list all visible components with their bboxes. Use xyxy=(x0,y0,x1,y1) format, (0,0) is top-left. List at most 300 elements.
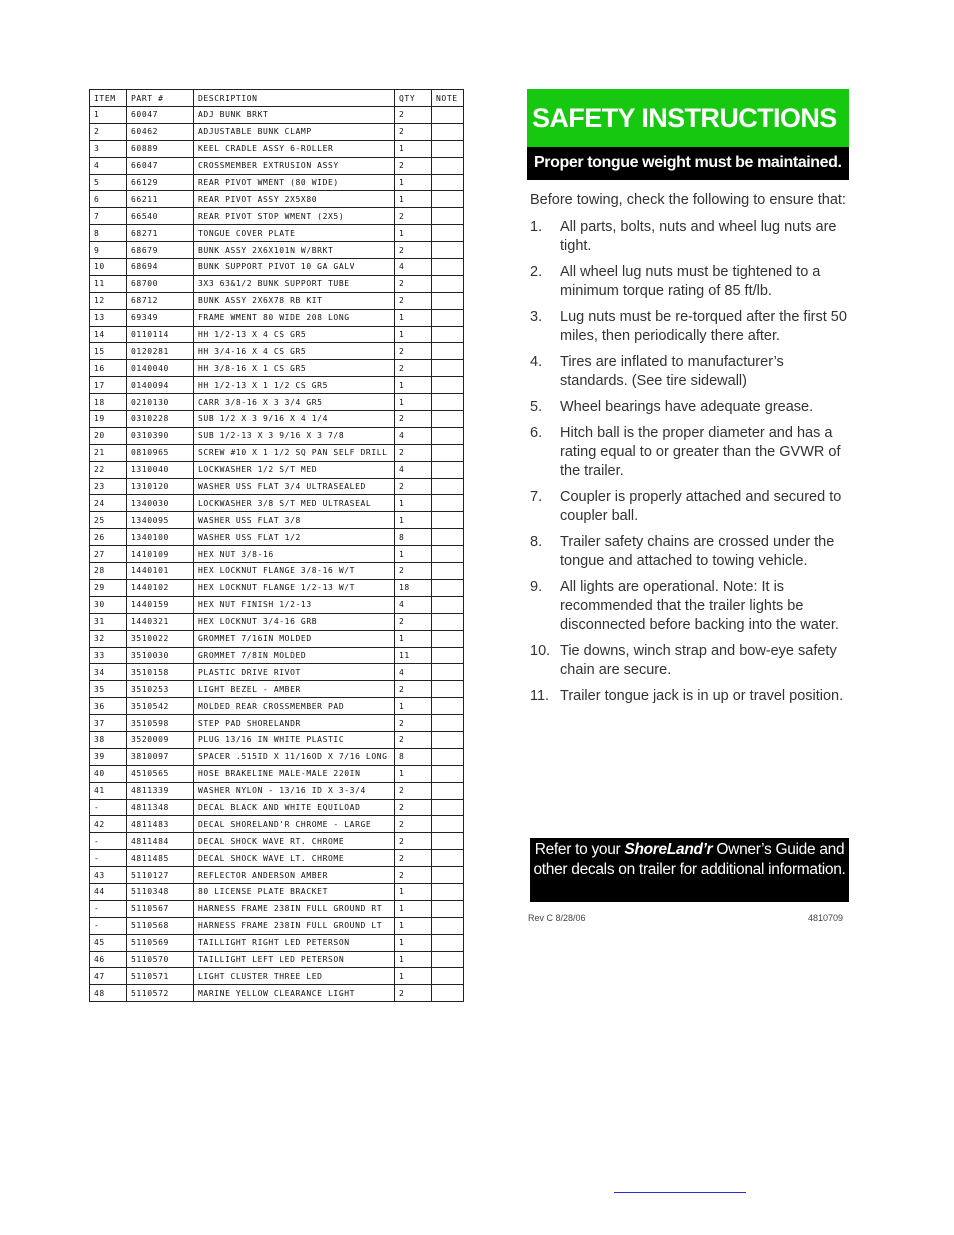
list-item-number: 8. xyxy=(530,534,543,550)
list-item-number: 10. xyxy=(530,643,551,659)
cell-item: 23 xyxy=(90,478,127,495)
table-row xyxy=(90,529,464,546)
cell-desc: HEX NUT 3/8-16 xyxy=(194,546,395,563)
cell-note xyxy=(432,242,464,259)
cell-desc: 80 LICENSE PLATE BRACKET xyxy=(194,883,395,900)
cell-qty: 2 xyxy=(395,478,432,495)
cell-item: 37 xyxy=(90,715,127,732)
table-row xyxy=(90,917,464,934)
cell-item: 3 xyxy=(90,140,127,157)
cell-item: 29 xyxy=(90,579,127,596)
table-row xyxy=(90,816,464,833)
table-row xyxy=(90,546,464,563)
cell-note xyxy=(432,833,464,850)
document-number: 4810709 xyxy=(808,913,844,923)
list-item-text: All wheel lug nuts must be tightened to a minimum torque rating of 85 ft/lb. xyxy=(560,264,821,299)
cell-desc: LIGHT BEZEL - AMBER xyxy=(194,681,395,698)
cell-note xyxy=(432,461,464,478)
cell-note xyxy=(432,681,464,698)
cell-qty: 2 xyxy=(395,850,432,867)
cell-item: 26 xyxy=(90,529,127,546)
cell-qty: 2 xyxy=(395,731,432,748)
cell-qty: 2 xyxy=(395,613,432,630)
cell-qty: 2 xyxy=(395,360,432,377)
cell-note xyxy=(432,748,464,765)
cell-note xyxy=(432,934,464,951)
cell-part: 3520009 xyxy=(127,731,194,748)
safety-instructions-panel xyxy=(527,89,849,713)
cell-qty: 2 xyxy=(395,157,432,174)
cell-note xyxy=(432,765,464,782)
list-item xyxy=(527,398,849,417)
cell-item: 19 xyxy=(90,411,127,428)
cell-note xyxy=(432,579,464,596)
cell-desc: GROMMET 7/8IN MOLDED xyxy=(194,647,395,664)
table-row xyxy=(90,715,464,732)
list-item-text: Tie downs, winch strap and bow-eye safety chain are secure. xyxy=(560,643,837,678)
cell-part: 5110569 xyxy=(127,934,194,951)
table-row xyxy=(90,360,464,377)
table-row xyxy=(90,563,464,580)
cell-part: 4811485 xyxy=(127,850,194,867)
cell-desc: TAILLIGHT RIGHT LED PETERSON xyxy=(194,934,395,951)
cell-part: 68712 xyxy=(127,292,194,309)
safety-title: SAFETY INSTRUCTIONS xyxy=(527,89,849,147)
cell-item: 9 xyxy=(90,242,127,259)
table-row xyxy=(90,377,464,394)
list-item xyxy=(527,578,849,635)
cell-qty: 1 xyxy=(395,968,432,985)
cell-desc: ADJ BUNK BRKT xyxy=(194,107,395,124)
list-item-number: 9. xyxy=(530,579,543,595)
table-row xyxy=(90,495,464,512)
cell-part: 3510542 xyxy=(127,698,194,715)
cell-note xyxy=(432,326,464,343)
cell-desc: REFLECTOR ANDERSON AMBER xyxy=(194,867,395,884)
cell-desc: HH 1/2-13 X 1 1/2 CS GR5 xyxy=(194,377,395,394)
cell-part: 1440159 xyxy=(127,596,194,613)
list-item-number: 7. xyxy=(530,489,543,505)
table-row xyxy=(90,613,464,630)
cell-item: 17 xyxy=(90,377,127,394)
cell-part: 4510565 xyxy=(127,765,194,782)
header-qty: QTY xyxy=(395,90,432,107)
list-item-number: 5. xyxy=(530,399,543,415)
table-row xyxy=(90,647,464,664)
cell-desc: DECAL BLACK AND WHITE EQUILOAD xyxy=(194,799,395,816)
cell-qty: 2 xyxy=(395,275,432,292)
cell-desc: HOSE BRAKELINE MALE-MALE 220IN xyxy=(194,765,395,782)
cell-part: 5110568 xyxy=(127,917,194,934)
cell-part: 4811348 xyxy=(127,799,194,816)
cell-qty: 2 xyxy=(395,867,432,884)
cell-note xyxy=(432,292,464,309)
refer-prefix: Refer to your xyxy=(534,841,625,858)
list-item-text: All lights are operational. Note: It is recommended that the trailer lights be disconnected before backing into the water. xyxy=(560,579,839,633)
cell-part: 69349 xyxy=(127,309,194,326)
list-item-number: 4. xyxy=(530,354,543,370)
cell-qty: 2 xyxy=(395,563,432,580)
table-row xyxy=(90,309,464,326)
cell-qty: 1 xyxy=(395,326,432,343)
cell-note xyxy=(432,343,464,360)
cell-item: 32 xyxy=(90,630,127,647)
cell-item: - xyxy=(90,799,127,816)
cell-qty: 18 xyxy=(395,579,432,596)
cell-desc: FRAME WMENT 80 WIDE 208 LONG xyxy=(194,309,395,326)
cell-note xyxy=(432,411,464,428)
cell-desc: HEX NUT FINISH 1/2-13 xyxy=(194,596,395,613)
cell-desc: DECAL SHOCK WAVE RT. CHROME xyxy=(194,833,395,850)
cell-part: 1410109 xyxy=(127,546,194,563)
cell-part: 3510598 xyxy=(127,715,194,732)
cell-item: 11 xyxy=(90,275,127,292)
cell-qty: 2 xyxy=(395,985,432,1002)
cell-item: 46 xyxy=(90,951,127,968)
cell-part: 4811484 xyxy=(127,833,194,850)
cell-part: 5110572 xyxy=(127,985,194,1002)
parts-table-body xyxy=(90,107,464,1002)
cell-desc: STEP PAD SHORELANDR xyxy=(194,715,395,732)
cell-desc: HEX LOCKNUT 3/4-16 GRB xyxy=(194,613,395,630)
cell-item: 45 xyxy=(90,934,127,951)
table-row xyxy=(90,850,464,867)
cell-part: 3510253 xyxy=(127,681,194,698)
cell-qty: 1 xyxy=(395,140,432,157)
list-item xyxy=(527,642,849,680)
cell-note xyxy=(432,799,464,816)
cell-qty: 1 xyxy=(395,495,432,512)
cell-part: 68679 xyxy=(127,242,194,259)
cell-qty: 1 xyxy=(395,883,432,900)
cell-note xyxy=(432,394,464,411)
cell-desc: WASHER USS FLAT 3/8 xyxy=(194,512,395,529)
cell-qty: 4 xyxy=(395,596,432,613)
cell-item: 7 xyxy=(90,208,127,225)
cell-item: - xyxy=(90,917,127,934)
cell-item: - xyxy=(90,850,127,867)
cell-part: 60047 xyxy=(127,107,194,124)
cell-qty: 2 xyxy=(395,292,432,309)
cell-item: - xyxy=(90,900,127,917)
table-row xyxy=(90,731,464,748)
cell-qty: 1 xyxy=(395,900,432,917)
cell-desc: DECAL SHORELAND'R CHROME - LARGE xyxy=(194,816,395,833)
table-row xyxy=(90,867,464,884)
table-row xyxy=(90,427,464,444)
safety-intro: Before towing, check the following to ensure that: xyxy=(530,192,846,208)
cell-item: 48 xyxy=(90,985,127,1002)
cell-desc: REAR PIVOT ASSY 2X5X80 xyxy=(194,191,395,208)
cell-item: 8 xyxy=(90,225,127,242)
cell-note xyxy=(432,664,464,681)
cell-part: 5110348 xyxy=(127,883,194,900)
cell-note xyxy=(432,596,464,613)
list-item xyxy=(527,218,849,256)
table-row xyxy=(90,985,464,1002)
cell-qty: 2 xyxy=(395,715,432,732)
cell-item: 34 xyxy=(90,664,127,681)
list-item-text: Wheel bearings have adequate grease. xyxy=(560,399,814,415)
table-row xyxy=(90,394,464,411)
cell-part: 66129 xyxy=(127,174,194,191)
cell-item: 28 xyxy=(90,563,127,580)
cell-qty: 1 xyxy=(395,934,432,951)
cell-qty: 1 xyxy=(395,225,432,242)
cell-desc: HH 3/4-16 X 4 CS GR5 xyxy=(194,343,395,360)
cell-qty: 2 xyxy=(395,123,432,140)
cell-part: 0810965 xyxy=(127,444,194,461)
cell-desc: HEX LOCKNUT FLANGE 3/8-16 W/T xyxy=(194,563,395,580)
cell-part: 3510022 xyxy=(127,630,194,647)
cell-item: 31 xyxy=(90,613,127,630)
cell-note xyxy=(432,985,464,1002)
cell-desc: MOLDED REAR CROSSMEMBER PAD xyxy=(194,698,395,715)
cell-item: 27 xyxy=(90,546,127,563)
list-item-text: Lug nuts must be re-torqued after the first 50 miles, then periodically there after. xyxy=(560,309,847,344)
cell-desc: MARINE YELLOW CLEARANCE LIGHT xyxy=(194,985,395,1002)
cell-part: 5110570 xyxy=(127,951,194,968)
cell-item: 25 xyxy=(90,512,127,529)
list-item-text: Trailer safety chains are crossed under the tongue and attached to towing vehicle. xyxy=(560,534,835,569)
cell-part: 68694 xyxy=(127,259,194,276)
header-item: ITEM xyxy=(90,90,127,107)
parts-table xyxy=(89,89,464,1002)
list-item xyxy=(527,533,849,571)
cell-item: 1 xyxy=(90,107,127,124)
safety-subtitle: Proper tongue weight must be maintained. xyxy=(527,147,849,180)
list-item xyxy=(527,308,849,346)
cell-desc: LOCKWASHER 1/2 S/T MED xyxy=(194,461,395,478)
cell-note xyxy=(432,495,464,512)
cell-qty: 1 xyxy=(395,698,432,715)
table-row xyxy=(90,478,464,495)
cell-note xyxy=(432,900,464,917)
table-row xyxy=(90,748,464,765)
cell-note xyxy=(432,917,464,934)
cell-desc: SUB 1/2-13 X 3 9/16 X 3 7/8 xyxy=(194,427,395,444)
cell-item: 12 xyxy=(90,292,127,309)
cell-qty: 1 xyxy=(395,174,432,191)
cell-note xyxy=(432,478,464,495)
cell-part: 1310120 xyxy=(127,478,194,495)
cell-qty: 8 xyxy=(395,529,432,546)
cell-note xyxy=(432,951,464,968)
cell-note xyxy=(432,275,464,292)
table-row xyxy=(90,951,464,968)
table-row xyxy=(90,174,464,191)
cell-part: 1340100 xyxy=(127,529,194,546)
cell-desc: ADJUSTABLE BUNK CLAMP xyxy=(194,123,395,140)
cell-desc: WASHER USS FLAT 3/4 ULTRASEALED xyxy=(194,478,395,495)
cell-item: 10 xyxy=(90,259,127,276)
footer-link-underline[interactable] xyxy=(614,1192,746,1193)
refer-suffix: Owner’s Guide and other decals on trailer for additional information. xyxy=(533,841,846,878)
cell-part: 0310390 xyxy=(127,427,194,444)
cell-note xyxy=(432,360,464,377)
cell-item: 39 xyxy=(90,748,127,765)
cell-part: 4811339 xyxy=(127,782,194,799)
cell-item: 30 xyxy=(90,596,127,613)
cell-note xyxy=(432,883,464,900)
table-row xyxy=(90,208,464,225)
cell-part: 0310228 xyxy=(127,411,194,428)
cell-part: 3510030 xyxy=(127,647,194,664)
refer-to-guide-box xyxy=(530,838,849,902)
cell-note xyxy=(432,613,464,630)
cell-item: 22 xyxy=(90,461,127,478)
cell-item: 47 xyxy=(90,968,127,985)
cell-item: 14 xyxy=(90,326,127,343)
list-item-number: 1. xyxy=(530,219,543,235)
cell-desc: SPACER .515ID X 11/16OD X 7/16 LONG xyxy=(194,748,395,765)
table-row xyxy=(90,833,464,850)
table-row xyxy=(90,782,464,799)
table-row xyxy=(90,883,464,900)
table-row xyxy=(90,343,464,360)
cell-part: 5110127 xyxy=(127,867,194,884)
list-item-text: Tires are inflated to manufacturer’s standards. (See tire sidewall) xyxy=(560,354,784,389)
table-row xyxy=(90,968,464,985)
cell-desc: TAILLIGHT LEFT LED PETERSON xyxy=(194,951,395,968)
cell-note xyxy=(432,647,464,664)
cell-qty: 2 xyxy=(395,208,432,225)
cell-note xyxy=(432,563,464,580)
list-item xyxy=(527,488,849,526)
cell-qty: 1 xyxy=(395,951,432,968)
cell-desc: SUB 1/2 X 3 9/16 X 4 1/4 xyxy=(194,411,395,428)
revision-label: Rev C 8/28/06 xyxy=(528,913,586,923)
cell-item: 24 xyxy=(90,495,127,512)
cell-desc: HH 3/8-16 X 1 CS GR5 xyxy=(194,360,395,377)
cell-item: 5 xyxy=(90,174,127,191)
cell-note xyxy=(432,782,464,799)
cell-item: 15 xyxy=(90,343,127,360)
cell-desc: CARR 3/8-16 X 3 3/4 GR5 xyxy=(194,394,395,411)
cell-note xyxy=(432,698,464,715)
cell-qty: 4 xyxy=(395,664,432,681)
cell-desc: BUNK ASSY 2X6X101N W/BRKT xyxy=(194,242,395,259)
cell-part: 60889 xyxy=(127,140,194,157)
table-row xyxy=(90,596,464,613)
cell-item: 35 xyxy=(90,681,127,698)
table-row xyxy=(90,765,464,782)
cell-note xyxy=(432,850,464,867)
cell-qty: 1 xyxy=(395,394,432,411)
cell-part: 68700 xyxy=(127,275,194,292)
cell-desc: LOCKWASHER 3/8 S/T MED ULTRASEAL xyxy=(194,495,395,512)
cell-item: 33 xyxy=(90,647,127,664)
cell-desc: TONGUE COVER PLATE xyxy=(194,225,395,242)
cell-qty: 1 xyxy=(395,917,432,934)
table-row xyxy=(90,579,464,596)
cell-note xyxy=(432,259,464,276)
cell-part: 68271 xyxy=(127,225,194,242)
cell-desc: WASHER USS FLAT 1/2 xyxy=(194,529,395,546)
table-row xyxy=(90,157,464,174)
cell-part: 1440102 xyxy=(127,579,194,596)
list-item-number: 6. xyxy=(530,425,543,441)
table-row xyxy=(90,411,464,428)
cell-note xyxy=(432,731,464,748)
list-item-number: 2. xyxy=(530,264,543,280)
cell-note xyxy=(432,191,464,208)
cell-note xyxy=(432,427,464,444)
cell-desc: SCREW #10 X 1 1/2 SQ PAN SELF DRILL xyxy=(194,444,395,461)
cell-part: 0210130 xyxy=(127,394,194,411)
cell-note xyxy=(432,140,464,157)
cell-qty: 2 xyxy=(395,782,432,799)
table-row xyxy=(90,123,464,140)
cell-part: 5110567 xyxy=(127,900,194,917)
cell-desc: GROMMET 7/16IN MOLDED xyxy=(194,630,395,647)
cell-part: 66211 xyxy=(127,191,194,208)
cell-note xyxy=(432,174,464,191)
cell-qty: 2 xyxy=(395,242,432,259)
cell-desc: HARNESS FRAME 238IN FULL GROUND RT xyxy=(194,900,395,917)
cell-qty: 2 xyxy=(395,343,432,360)
cell-desc: HEX LOCKNUT FLANGE 1/2-13 W/T xyxy=(194,579,395,596)
table-row xyxy=(90,326,464,343)
cell-desc: PLUG 13/16 IN WHITE PLASTIC xyxy=(194,731,395,748)
list-item xyxy=(527,424,849,481)
cell-item: 6 xyxy=(90,191,127,208)
cell-item: 20 xyxy=(90,427,127,444)
table-header-row xyxy=(90,90,464,107)
cell-qty: 1 xyxy=(395,377,432,394)
cell-desc: CROSSMEMBER EXTRUSION ASSY xyxy=(194,157,395,174)
cell-item: 43 xyxy=(90,867,127,884)
cell-note xyxy=(432,208,464,225)
cell-item: 40 xyxy=(90,765,127,782)
cell-item: 13 xyxy=(90,309,127,326)
header-description: DESCRIPTION xyxy=(194,90,395,107)
cell-item: 21 xyxy=(90,444,127,461)
cell-part: 66540 xyxy=(127,208,194,225)
table-row xyxy=(90,225,464,242)
cell-note xyxy=(432,512,464,529)
list-item-text: Trailer tongue jack is in up or travel position. xyxy=(560,688,844,704)
cell-qty: 2 xyxy=(395,833,432,850)
table-row xyxy=(90,242,464,259)
cell-desc: LIGHT CLUSTER THREE LED xyxy=(194,968,395,985)
cell-qty: 4 xyxy=(395,259,432,276)
cell-qty: 4 xyxy=(395,461,432,478)
cell-qty: 2 xyxy=(395,681,432,698)
cell-desc: WASHER NYLON - 13/16 ID X 3-3/4 xyxy=(194,782,395,799)
cell-qty: 1 xyxy=(395,546,432,563)
cell-desc: HARNESS FRAME 238IN FULL GROUND LT xyxy=(194,917,395,934)
cell-note xyxy=(432,377,464,394)
cell-desc: BUNK SUPPORT PIVOT 10 GA GALV xyxy=(194,259,395,276)
cell-desc: 3X3 63&1/2 BUNK SUPPORT TUBE xyxy=(194,275,395,292)
cell-note xyxy=(432,816,464,833)
cell-note xyxy=(432,107,464,124)
cell-note xyxy=(432,968,464,985)
cell-part: 60462 xyxy=(127,123,194,140)
header-part: PART # xyxy=(127,90,194,107)
cell-part: 0120281 xyxy=(127,343,194,360)
cell-desc: PLASTIC DRIVE RIVOT xyxy=(194,664,395,681)
cell-qty: 4 xyxy=(395,427,432,444)
cell-item: 2 xyxy=(90,123,127,140)
cell-qty: 8 xyxy=(395,748,432,765)
list-item-text: All parts, bolts, nuts and wheel lug nuts are tight. xyxy=(560,219,837,254)
cell-qty: 1 xyxy=(395,191,432,208)
cell-item: 36 xyxy=(90,698,127,715)
table-row xyxy=(90,512,464,529)
list-item-text: Coupler is properly attached and secured to coupler ball. xyxy=(560,489,842,524)
